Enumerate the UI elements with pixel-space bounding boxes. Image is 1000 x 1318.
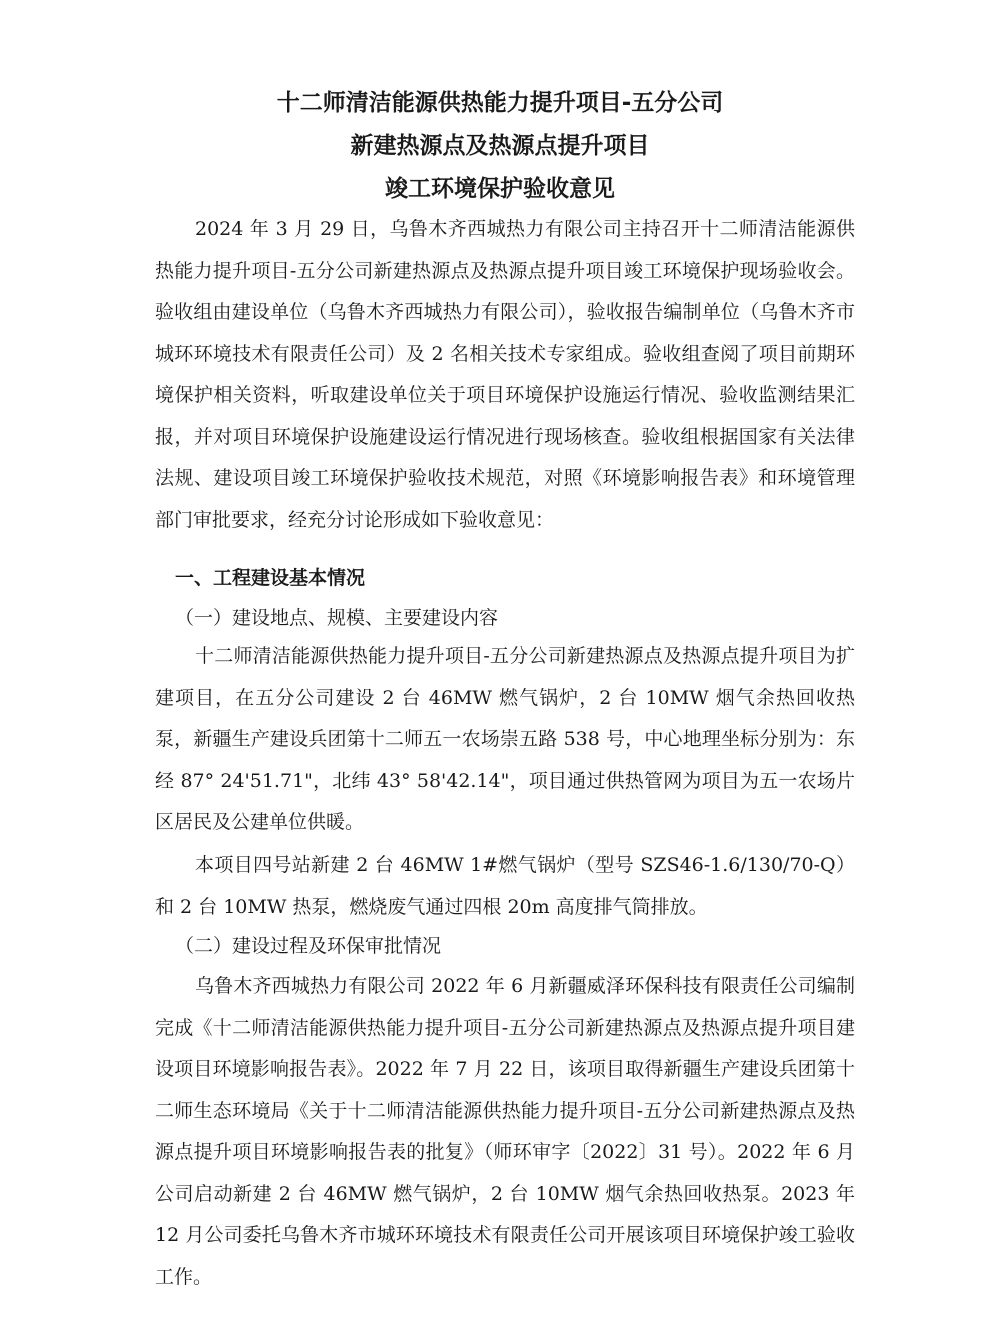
document-title-line-3: 竣工环境保护验收意见 bbox=[385, 176, 615, 202]
subsection-heading-approval: （二）建设过程及环保审批情况 bbox=[175, 935, 442, 957]
intro-paragraph: 2024 年 3 月 29 日，乌鲁木齐西城热力有限公司主持召开十二师清洁能源供热能力提升项目-五分公司新建热源点及热源点提升项目竣工环境保护现场验收会。验收组由建设单位（乌鲁木齐西城热力有限公司），验收报告编制单位（乌鲁木齐市城环环境技术有限责任公司）及 2 名相关技术专家组成。验收组查阅了项目前期环境保护相关资料，听取建设单位关于项目环境保护设施运行情况、验收监测结果汇报，并对项目环境保护设施建设运行情况进行现场核查。验收组根据国家有关法律法规、建设项目竣工环境保护验收技术规范，对照《环境影响报告表》和环境管理部门审批要求，经充分讨论形成如下验收意见： bbox=[155, 218, 855, 531]
subsection-heading-location-scale: （一）建设地点、规模、主要建设内容 bbox=[175, 607, 499, 629]
document-title-line-2: 新建热源点及热源点提升项目 bbox=[350, 133, 650, 159]
location-scale-paragraph: 十二师清洁能源供热能力提升项目-五分公司新建热源点及热源点提升项目为扩建项目，在五分公司建设 2 台 46MW 燃气锅炉，2 台 10MW 烟气余热回收热泵，新疆生产建设兵团第十二师五一农场崇五路 538 号，中心地理坐标分别为：东经 87° 24'51.71"，北纬 43° 58'42.14"，项目通过供热管网为项目为五一农场片区居民及公建单位供暖。 bbox=[155, 645, 855, 833]
section-heading-basic-info: 一、工程建设基本情况 bbox=[175, 567, 366, 589]
station-equipment-paragraph: 本项目四号站新建 2 台 46MW 1#燃气锅炉（型号 SZS46-1.6/130/70-Q）和 2 台 10MW 热泵，燃烧废气通过四根 20m 高度排气筒排放。 bbox=[155, 854, 855, 918]
document-title-line-1: 十二师清洁能源供热能力提升项目-五分公司 bbox=[276, 90, 724, 116]
approval-process-paragraph: 乌鲁木齐西城热力有限公司 2022 年 6 月新疆威泽环保科技有限责任公司编制完成《十二师清洁能源供热能力提升项目-五分公司新建热源点及热源点提升项目建设项目环境影响报告表》。2022 年 7 月 22 日，该项目取得新疆生产建设兵团第十二师生态环境局《关于十二师清洁能源供热能力提升项目-五分公司新建热源点及热源点提升项目环境影响报告表的批复》（师环审字〔2022〕31 号）。2022 年 6 月公司启动新建 2 台 46MW 燃气锅炉，2 台 10MW 烟气余热回收热泵。2023 年 12 月公司委托乌鲁木齐市城环环境技术有限责任公司开展该项目环境保护竣工验收工作。 bbox=[155, 975, 855, 1288]
